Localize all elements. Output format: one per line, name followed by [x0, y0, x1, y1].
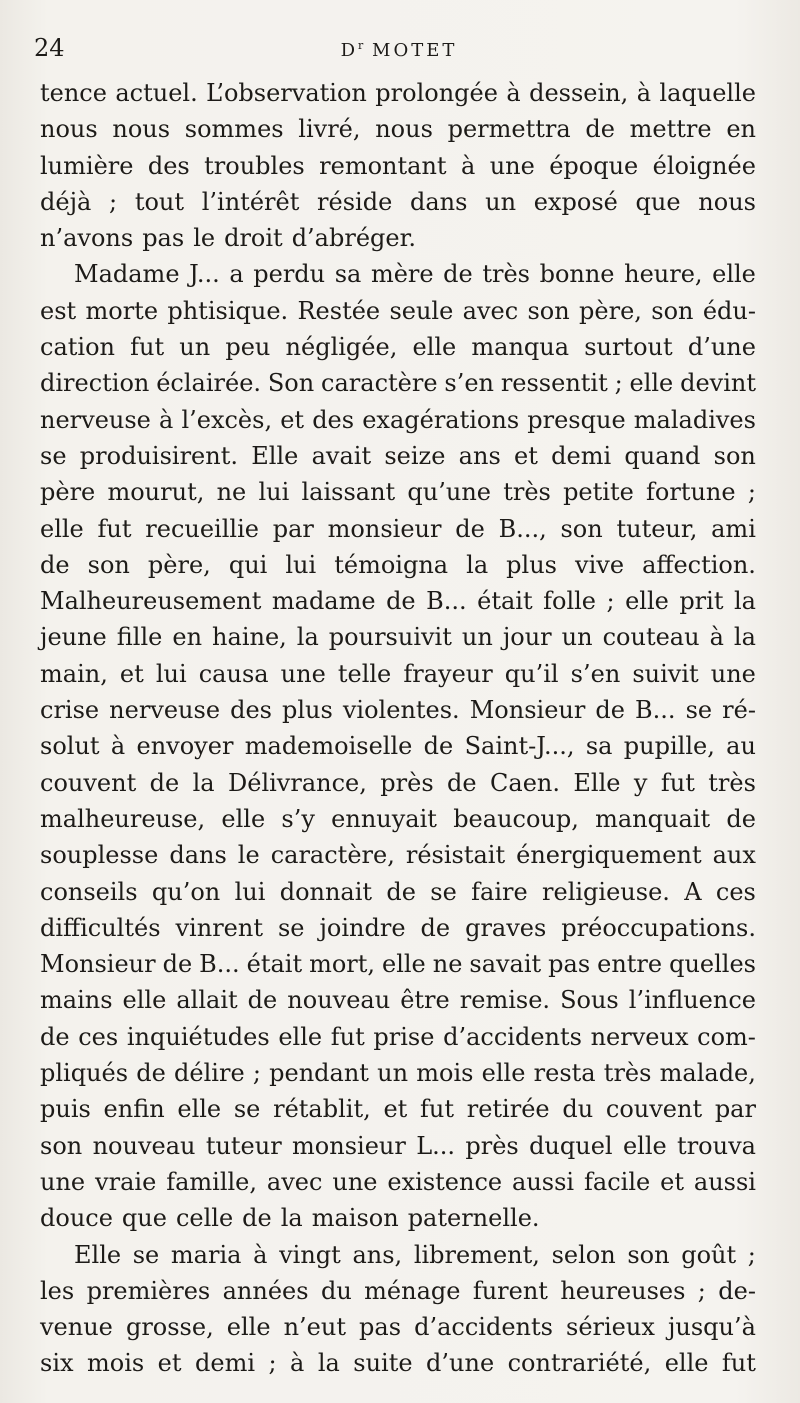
text-line: Malheureusement madame de B... était folle ; elle prit la: [40, 587, 756, 616]
text-line: les premières années du ménage furent heureuses ; de-: [40, 1276, 756, 1305]
text-line: crise nerveuse des plus violentes. Monsieur de B... se ré-: [40, 696, 756, 725]
text-line: tence actuel. L’observation prolongée à dessein, à laquelle: [40, 79, 756, 107]
text-line: Madame J... a perdu sa mère de très bonne heure, elle: [74, 260, 756, 289]
running-head-superscript: r: [358, 39, 364, 52]
text-line: père mourut, ne lui laissant qu’une très petite fortune ;: [40, 478, 756, 507]
text-line: main, et lui causa une telle frayeur qu’il s’en suivit une: [40, 659, 756, 688]
text-line: douce que celle de la maison paternelle.: [40, 1204, 540, 1233]
text-line: est morte phtisique. Restée seule avec son père, son édu-: [40, 296, 756, 325]
text-line: son nouveau tuteur monsieur L... près duquel elle trouva: [40, 1131, 756, 1160]
text-line: direction éclairée. Son caractère s’en ressentit ; elle devint: [40, 369, 756, 398]
text-line: pliqués de délire ; pendant un mois elle resta très malade,: [40, 1059, 756, 1088]
body-text: [40, 75, 756, 1382]
text-line: déjà ; tout l’intérêt réside dans un exposé que nous: [40, 187, 756, 216]
page-number: 24: [34, 34, 65, 62]
text-line: de ces inquiétudes elle fut prise d’accidents nerveux com-: [40, 1022, 756, 1051]
text-line: de son père, qui lui témoigna la plus vive affection.: [40, 550, 756, 579]
text-line: mains elle allait de nouveau être remise. Sous l’influence: [40, 986, 756, 1015]
text-line: six mois et demi ; à la suite d’une contrariété, elle fut: [40, 1349, 756, 1378]
text-line: souplesse dans le caractère, résistait énergiquement aux: [40, 841, 756, 870]
text-line: venue grosse, elle n’eut pas d’accidents sérieux jusqu’à: [40, 1313, 756, 1342]
page-header: [34, 34, 764, 70]
text-line: malheureuse, elle s’y ennuyait beaucoup, manquait de: [40, 804, 756, 833]
running-head-prefix: D: [340, 40, 359, 61]
text-line: conseils qu’on lui donnait de se faire religieuse. A ces: [40, 877, 756, 906]
text-line: cation fut un peu négligée, elle manqua surtout d’une: [40, 333, 756, 362]
running-head: [34, 39, 764, 61]
text-line: n’avons pas le droit d’abréger.: [40, 224, 417, 253]
text-line: elle fut recueillie par monsieur de B..., son tuteur, ami: [40, 514, 756, 543]
text-line: puis enfin elle se rétablit, et fut retirée du couvent par: [40, 1095, 756, 1124]
text-line: couvent de la Délivrance, près de Caen. Elle y fut très: [40, 768, 756, 797]
text-line: nous nous sommes livré, nous permettra de mettre en: [40, 115, 756, 144]
text-line: lumière des troubles remontant à une époque éloignée: [40, 151, 756, 180]
running-head-name: MOTET: [372, 40, 458, 61]
text-line: solut à envoyer mademoiselle de Saint-J..., sa pupille, au: [40, 732, 756, 761]
text-line: Elle se maria à vingt ans, librement, selon son goût ;: [74, 1240, 756, 1269]
text-line: Monsieur de B... était mort, elle ne savait pas entre quelles: [40, 950, 756, 979]
text-line: jeune fille en haine, la poursuivit un jour un couteau à la: [40, 623, 756, 652]
text-line: une vraie famille, avec une existence aussi facile et aussi: [40, 1167, 756, 1196]
text-line: se produisirent. Elle avait seize ans et demi quand son: [40, 441, 756, 470]
text-line: difficultés vinrent se joindre de graves préoccupations.: [40, 913, 756, 942]
text-line: nerveuse à l’excès, et des exagérations presque maladives: [40, 405, 756, 434]
